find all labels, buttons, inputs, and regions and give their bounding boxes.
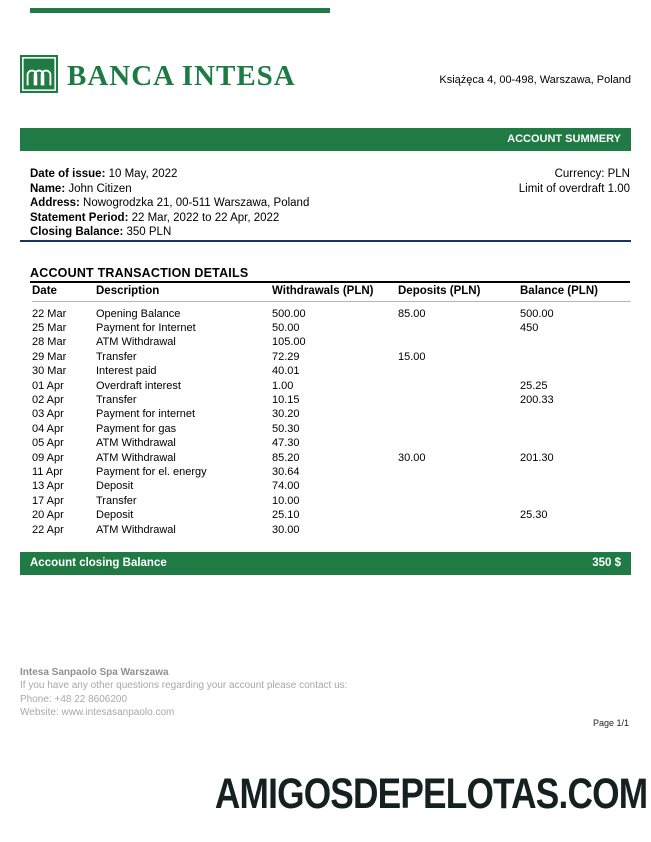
col-header-description: Description [96, 285, 272, 302]
transaction-row [32, 451, 631, 465]
cell-withdrawal: 25.10 [272, 509, 300, 522]
cell-deposit: 30.00 [398, 451, 426, 464]
cell-balance [520, 479, 631, 493]
transaction-row [32, 350, 631, 364]
cell-deposit [398, 508, 520, 522]
cell-withdrawal: 30.20 [272, 408, 300, 421]
top-accent-bar [30, 8, 330, 13]
cell-date: 01 Apr [32, 379, 64, 392]
bank-brand [20, 54, 296, 99]
transaction-row [32, 307, 631, 321]
cell-description: Transfer [96, 393, 137, 406]
divider-black [30, 281, 630, 283]
cell-deposit [398, 422, 520, 436]
closing-balance-amount: 350 $ [592, 557, 621, 569]
cell-deposit [398, 321, 520, 335]
cell-description: Transfer [96, 350, 137, 363]
cell-balance [520, 436, 631, 450]
footer-contact-line: If you have any other questions regarding your account please contact us: [20, 680, 348, 692]
cell-deposit [398, 393, 520, 407]
closing-balance-label: Account closing Balance [30, 557, 167, 569]
info-name: Name: John Citizen [30, 182, 132, 195]
cell-deposit: 15.00 [398, 350, 426, 363]
cell-description: Payment for internet [96, 408, 196, 421]
closing-balance-bar [20, 552, 631, 575]
cell-date: 05 Apr [32, 437, 64, 450]
info-currency: Currency: PLN [554, 168, 630, 180]
transactions-table [32, 285, 631, 537]
col-header-date: Date [32, 285, 96, 302]
cell-withdrawal: 50.00 [272, 321, 300, 334]
cell-deposit: 85.00 [398, 307, 426, 320]
cell-withdrawal: 30.64 [272, 465, 300, 478]
transaction-row [32, 335, 631, 349]
cell-date: 22 Apr [32, 523, 64, 536]
statement-info-left [30, 167, 309, 240]
cell-description: Payment for el. energy [96, 465, 207, 478]
cell-description: Deposit [96, 509, 134, 522]
cell-deposit [398, 479, 520, 493]
transactions-title: ACCOUNT TRANSACTION DETAILS [30, 266, 249, 280]
cell-date: 29 Mar [32, 350, 67, 363]
cell-deposit [398, 407, 520, 421]
divider-navy [20, 240, 631, 242]
cell-description: Payment for Internet [96, 321, 196, 334]
statement-info-right [519, 167, 630, 240]
cell-date: 28 Mar [32, 336, 67, 349]
cell-balance [520, 465, 631, 479]
cell-description: ATM Withdrawal [96, 437, 176, 450]
cell-balance: 500.00 [520, 307, 554, 320]
cell-date: 25 Mar [32, 321, 67, 334]
cell-description: ATM Withdrawal [96, 451, 176, 464]
cell-description: Overdraft interest [96, 379, 181, 392]
watermark-text: AMIGOSDEPELOTAS.COM [214, 770, 647, 818]
cell-date: 04 Apr [32, 422, 64, 435]
table-header-row [32, 285, 631, 302]
cell-balance: 25.30 [520, 509, 548, 522]
cell-balance [520, 407, 631, 421]
cell-date: 17 Apr [32, 494, 64, 507]
cell-withdrawal: 40.01 [272, 365, 300, 378]
transaction-row [32, 508, 631, 522]
cell-withdrawal: 10.00 [272, 494, 300, 507]
col-header-balance: Balance (PLN) [520, 285, 631, 302]
cell-withdrawal: 500.00 [272, 307, 306, 320]
bank-address: Książęca 4, 00-498, Warszawa, Poland [439, 74, 631, 86]
cell-date: 09 Apr [32, 451, 64, 464]
cell-description: Transfer [96, 494, 137, 507]
cell-date: 30 Mar [32, 365, 67, 378]
cell-balance: 200.33 [520, 393, 554, 406]
transaction-row [32, 364, 631, 378]
cell-balance [520, 422, 631, 436]
info-overdraft-limit: Limit of overdraft 1.00 [518, 182, 630, 195]
cell-date: 02 Apr [32, 393, 64, 406]
transaction-row [32, 393, 631, 407]
transaction-row [32, 494, 631, 508]
cell-balance [520, 350, 631, 364]
cell-deposit [398, 379, 520, 393]
col-header-deposits: Deposits (PLN) [398, 285, 520, 302]
cell-deposit [398, 335, 520, 349]
info-closing-balance: Closing Balance: 350 PLN [30, 226, 172, 239]
cell-balance [520, 494, 631, 508]
cell-date: 11 Apr [32, 465, 63, 478]
footer-company: Intesa Sanpaolo Spa Warszawa [20, 667, 169, 678]
cell-date: 03 Apr [32, 408, 64, 421]
transaction-row [32, 523, 631, 537]
transaction-row [32, 479, 631, 493]
cell-description: Payment for gas [96, 422, 177, 435]
cell-balance [520, 335, 631, 349]
cell-withdrawal: 47.30 [272, 437, 300, 450]
cell-withdrawal: 10.15 [272, 393, 300, 406]
transaction-row [32, 436, 631, 450]
cell-date: 20 Apr [32, 509, 64, 522]
cell-deposit [398, 465, 520, 479]
cell-balance: 201.30 [520, 451, 554, 464]
cell-date: 13 Apr [32, 480, 64, 493]
transaction-row [32, 465, 631, 479]
cell-description: Deposit [96, 480, 134, 493]
info-address: Address: Nowogrodzka 21, 00-511 Warszawa, Poland [30, 197, 310, 210]
cell-balance [520, 364, 631, 378]
bank-logo-icon [20, 54, 58, 99]
cell-description: Opening Balance [96, 307, 181, 320]
cell-deposit [398, 523, 520, 537]
footer-phone: Phone: +48 22 8606200 [20, 693, 128, 705]
header [20, 54, 631, 99]
cell-withdrawal: 30.00 [272, 523, 300, 536]
cell-withdrawal: 1.00 [272, 379, 294, 392]
page-number: Page 1/1 [592, 718, 629, 728]
footer [20, 666, 347, 720]
transaction-row [32, 407, 631, 421]
cell-balance: 25.25 [520, 379, 548, 392]
cell-withdrawal: 85.20 [272, 451, 300, 464]
transaction-row [32, 379, 631, 393]
cell-date: 22 Mar [32, 307, 67, 320]
transaction-row [32, 321, 631, 335]
cell-deposit [398, 364, 520, 378]
cell-description: Interest paid [96, 365, 157, 378]
account-summary-bar: ACCOUNT SUMMERY [20, 128, 631, 151]
cell-withdrawal: 105.00 [272, 336, 306, 349]
footer-website: Website: www.intesasanpaolo.com [20, 707, 175, 719]
cell-balance [520, 523, 631, 537]
cell-withdrawal: 74.00 [272, 480, 300, 493]
cell-withdrawal: 72.29 [272, 350, 300, 363]
cell-description: ATM Withdrawal [96, 336, 176, 349]
cell-deposit [398, 436, 520, 450]
bank-name: BANCA INTESA [67, 60, 296, 92]
cell-balance: 450 [520, 321, 539, 334]
cell-description: ATM Withdrawal [96, 523, 176, 536]
transaction-row [32, 422, 631, 436]
col-header-withdrawals: Withdrawals (PLN) [272, 285, 398, 302]
info-statement-period: Statement Period: 22 Mar, 2022 to 22 Apr, 2022 [30, 211, 280, 224]
transactions-body [32, 302, 631, 538]
cell-deposit [398, 494, 520, 508]
cell-withdrawal: 50.30 [272, 422, 300, 435]
info-date-of-issue: Date of issue: 10 May, 2022 [30, 168, 178, 180]
statement-info [30, 167, 630, 240]
